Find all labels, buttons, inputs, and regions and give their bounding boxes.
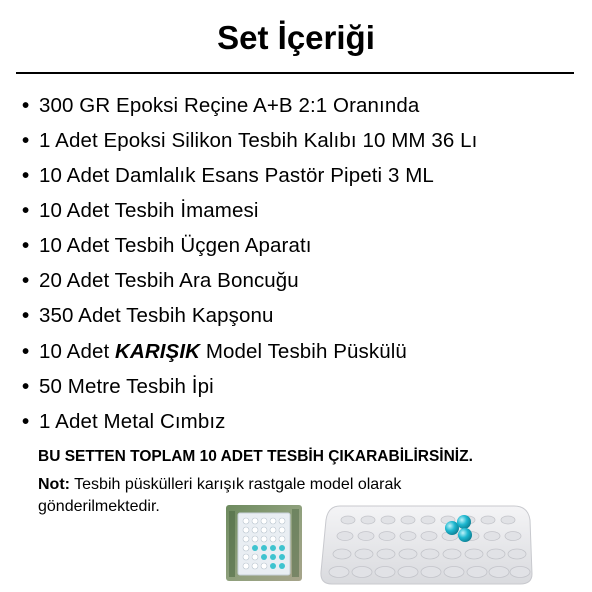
summary-text: BU SETTEN TOPLAM 10 ADET TESBİH ÇIKARABİLİRSİNİZ. [38,448,473,465]
list-item-text: 10 Adet Tesbih Üçgen Aparatı [39,234,312,257]
title-divider [16,72,574,74]
bullet: • [22,304,30,327]
list-item-text-suffix: Model Tesbih Püskülü [200,340,407,363]
list-item-emphasis: KARIŞIK [115,340,201,363]
list-item-text: 350 Adet Tesbih Kapşonu [39,304,274,327]
bullet: • [22,234,30,257]
list-item [22,339,407,365]
list-item [22,128,477,154]
note-text: Tesbih püskülleri karışık rastgale model olarak gönderilmektedir. [38,476,402,515]
silicone-mold-photo [318,500,534,586]
list-item [22,268,299,294]
list-item-text: 20 Adet Tesbih Ara Boncuğu [39,269,299,292]
list-item-text-prefix: 10 Adet [39,340,116,363]
list-item-text: 10 Adet Tesbih İmamesi [39,199,259,222]
list-item [22,233,312,259]
list-item [22,163,434,189]
bullet: • [22,410,30,433]
page-title: Set İçeriği [217,19,375,56]
list-item-text: 10 Adet Damlalık Esans Pastör Pipeti 3 ML [39,164,434,187]
pipette-tray-photo [226,505,302,581]
bullet: • [22,340,30,363]
list-item [22,93,419,119]
bullet: • [22,269,30,292]
list-item-text: 1 Adet Epoksi Silikon Tesbih Kalıbı 10 MM 36 Lı [39,129,478,152]
note-label: Not: [38,476,70,493]
list-item-text: 50 Metre Tesbih İpi [39,375,214,398]
bullet: • [22,375,30,398]
list-item-text: 1 Adet Metal Cımbız [39,410,226,433]
list-item [22,303,273,329]
bullet: • [22,199,30,222]
list-item-text: 300 GR Epoksi Reçine A+B 2:1 Oranında [39,94,420,117]
list-item [22,409,225,435]
bullet: • [22,129,30,152]
bullet: • [22,94,30,117]
list-item [22,198,258,224]
list-item [22,374,214,400]
bullet: • [22,164,30,187]
